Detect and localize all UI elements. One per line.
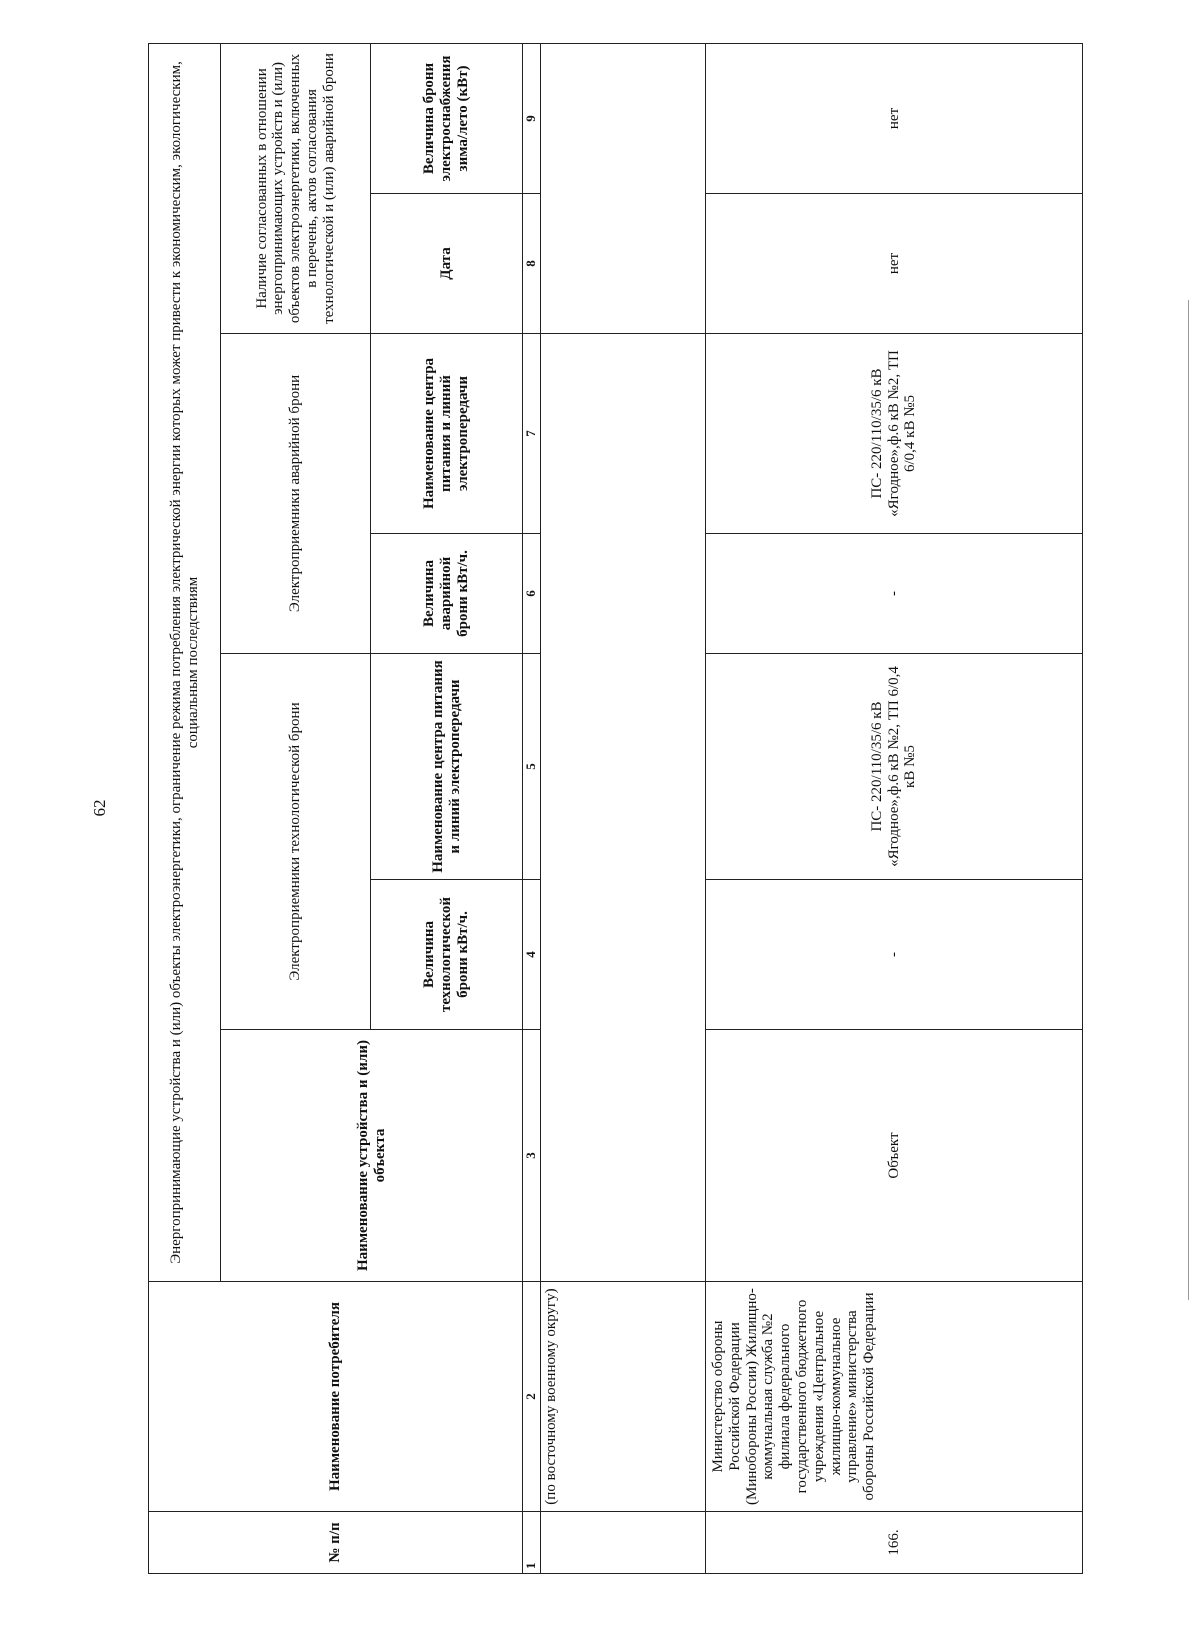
- column-number: 3: [523, 1030, 541, 1282]
- column-number: 4: [523, 880, 541, 1030]
- row-emerg-center: ПС- 220/110/35/6 кВ «Ягодное»,ф.6 кВ №2, ТП 6/0,4 кВ №5: [706, 334, 1083, 534]
- energy-consumers-table: [148, 43, 1083, 1574]
- header-consumer: Наименование потребителя: [149, 1282, 523, 1512]
- row-device: Объект: [706, 1030, 1083, 1282]
- continuation-consumer: (по восточному военному округу): [541, 1282, 706, 1512]
- header-emerg-group: Электроприемники аварийной брони: [221, 334, 371, 654]
- header-emerg-center: Наименование центра питания и линий электропередачи: [371, 334, 523, 534]
- energy-table-page: [148, 44, 1082, 1574]
- header-agree-group: Наличие согласованных в отношении энергопринимающих устройств и (или) объектов электроэнергетики, включенных в перечень, актов согласования технологической и (или) аварийной брони: [221, 43, 371, 333]
- header-device-name: Наименование устройства и (или) объекта: [221, 1030, 523, 1282]
- header-tech-group: Электроприемники технологической брони: [221, 654, 371, 1030]
- column-number-row: [523, 43, 541, 1573]
- column-number: 1: [523, 1512, 541, 1574]
- row-consumer: Министерство обороны Российской Федерации (Минобороны России) Жилищно-коммунальная служба №2 филиала федерального государственного бюджетного учреждения «Центральное жилищно-коммунальное управление» министерства обороны Российской Федерации: [706, 1282, 1083, 1512]
- header-tech-center: Наименование центра питания и линий электропередачи: [371, 654, 523, 880]
- continuation-num: [541, 1512, 706, 1574]
- column-number: 2: [523, 1282, 541, 1512]
- continuation-row: [541, 43, 706, 1573]
- scan-line: [1188, 300, 1189, 1300]
- row-tech-center: ПС- 220/110/35/6 кВ «Ягодное»,ф.6 кВ №2, ТП 6/0,4 кВ №5: [706, 654, 1083, 880]
- row-agree-date: нет: [706, 194, 1083, 334]
- table-row: [706, 43, 1083, 1573]
- header-agree-value: Величина брони электроснабжения зима/лето (кВт): [371, 43, 523, 193]
- column-number: 6: [523, 534, 541, 654]
- column-number: 5: [523, 654, 541, 880]
- header-num: № п/п: [149, 1512, 523, 1574]
- row-num: 166.: [706, 1512, 1083, 1574]
- continuation-span-right: [541, 43, 706, 333]
- column-number: 9: [523, 43, 541, 193]
- row-agree-value: нет: [706, 43, 1083, 193]
- header-emerg-value: Величина аварийной брони кВт/ч.: [371, 534, 523, 654]
- row-tech-value: -: [706, 880, 1083, 1030]
- header-agree-date: Дата: [371, 194, 523, 334]
- continuation-span: [541, 334, 706, 1282]
- page-number: 62: [90, 799, 109, 817]
- header-group-title: Энергопринимающие устройства и (или) объекты электроэнергетики, ограничение режима потребления электрической энергии которых может привести к экономическим, экологическим, социальным последствиям: [149, 43, 221, 1281]
- column-number: 8: [523, 194, 541, 334]
- column-number: 7: [523, 334, 541, 534]
- header-tech-value: Величина технологической брони кВт/ч.: [371, 880, 523, 1030]
- row-emerg-value: -: [706, 534, 1083, 654]
